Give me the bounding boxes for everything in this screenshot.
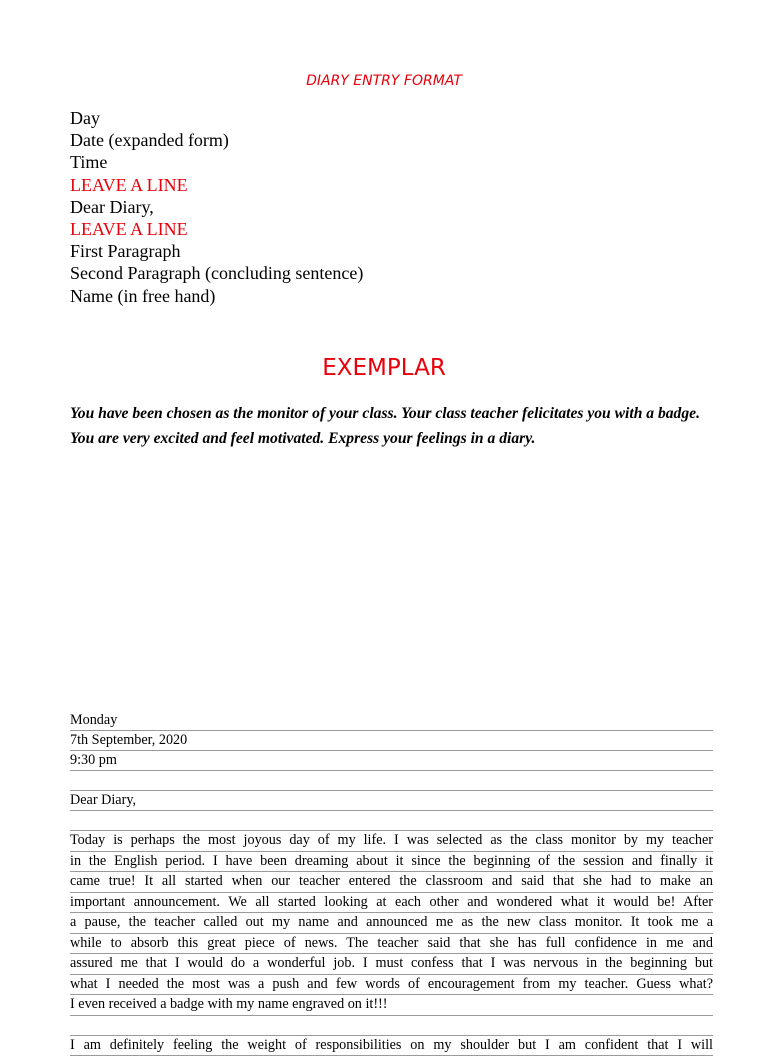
format-item-time: Time [70,151,363,173]
diary-blank-line [70,771,713,791]
paragraph-line: in the English period. I have been dreaming about it since the beginning of the session and finally it [70,852,713,873]
diary-entry [70,711,713,1056]
paragraph-line: I even received a badge with my name engraved on it!!! [70,995,713,1016]
format-list [70,107,363,307]
format-item-first-paragraph: First Paragraph [70,240,363,262]
exemplar-prompt: You have been chosen as the monitor of your class. Your class teacher felicitates you with a badge. You are very excited and feel motivated. Express your feelings in a diary. [70,401,710,451]
diary-day: Monday [70,711,713,731]
format-item-date: Date (expanded form) [70,129,363,151]
format-item-second-paragraph: Second Paragraph (concluding sentence) [70,262,363,284]
diary-blank-line [70,811,713,831]
diary-blank-line [70,1016,713,1036]
paragraph-line: important announcement. We all started looking at each other and wondered what it would be! After [70,893,713,914]
format-item-name: Name (in free hand) [70,285,363,307]
paragraph-line: assured me that I would do a wonderful job. I must confess that I was nervous in the beginning but [70,954,713,975]
diary-time: 9:30 pm [70,751,713,771]
format-item-leave-line: LEAVE A LINE [70,218,363,240]
paragraph-2-line: I am definitely feeling the weight of responsibilities on my shoulder but I am confident that I will [70,1036,713,1056]
format-item-salutation: Dear Diary, [70,196,363,218]
format-item-leave-line: LEAVE A LINE [70,174,363,196]
paragraph-line: Today is perhaps the most joyous day of my life. I was selected as the class monitor by my teacher [70,831,713,852]
paragraph-line: a pause, the teacher called out my name and announced me as the new class monitor. It took me a [70,913,713,934]
paragraph-line: what I needed the most was a push and few words of encouragement from my teacher. Guess what? [70,975,713,996]
diary-date: 7th September, 2020 [70,731,713,751]
paragraph-line: while to absorb this great piece of news. The teacher said that she has full confidence in me and [70,934,713,955]
paragraph-line: came true! It all started when our teacher entered the classroom and said that she had to make an [70,872,713,893]
diary-paragraph-1 [70,831,713,1016]
diary-salutation: Dear Diary, [70,791,713,811]
format-item-day: Day [70,107,363,129]
exemplar-title: EXEMPLAR [0,355,768,381]
format-title: DIARY ENTRY FORMAT [0,73,768,89]
